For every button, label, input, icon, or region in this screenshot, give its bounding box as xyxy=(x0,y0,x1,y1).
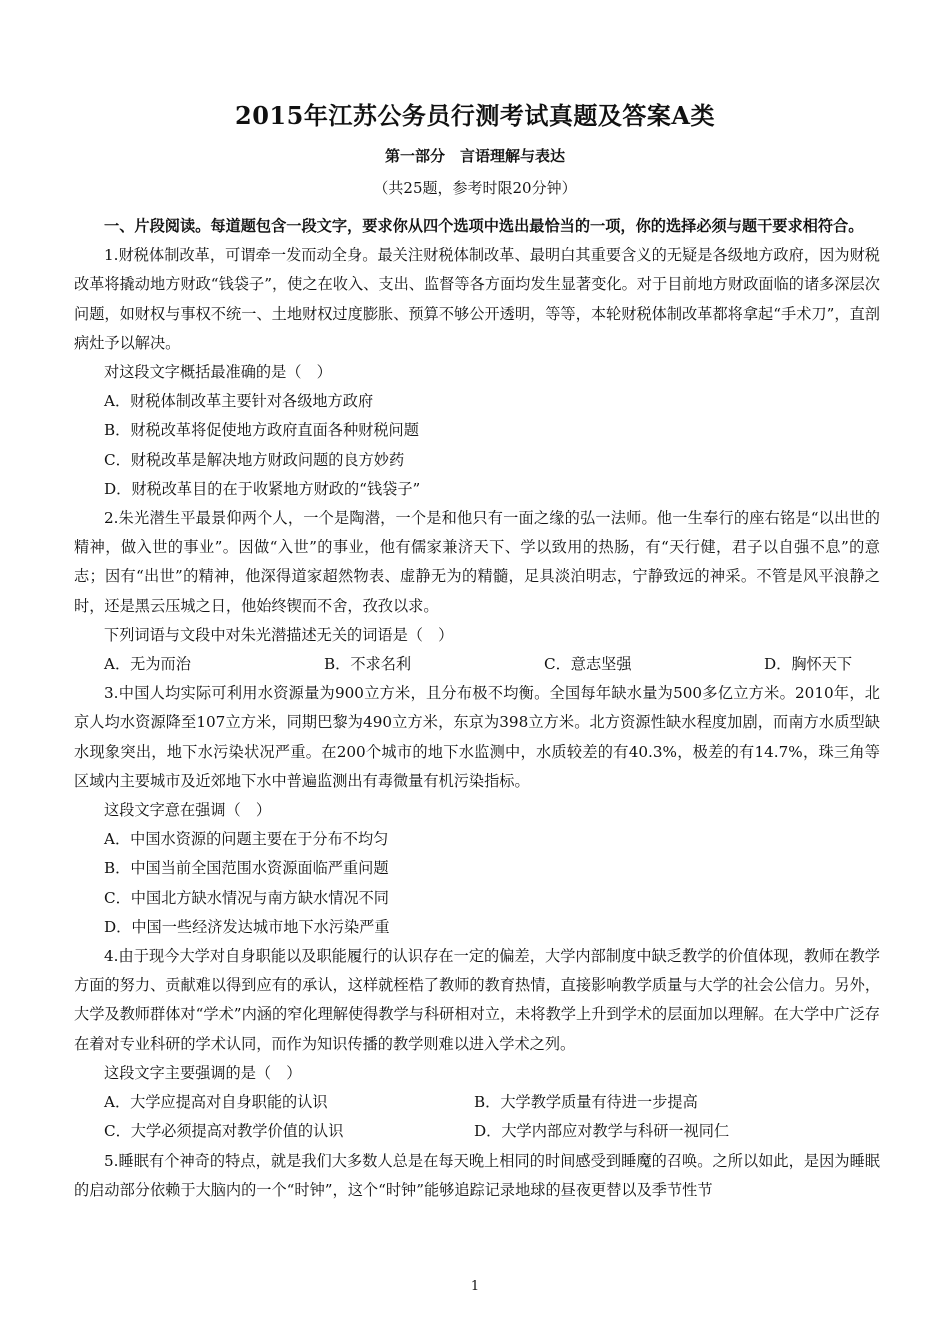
question-3-option-c: C．中国北方缺水情况与南方缺水情况不同 xyxy=(104,888,389,907)
question-2-options xyxy=(74,650,880,679)
question-3-option-b: B．中国当前全国范围水资源面临严重问题 xyxy=(104,859,389,878)
question-3-passage: 3.中国人均实际可利用水资源量为900立方米，且分布极不均衡。全国每年缺水量为500多亿立方米。2010年，北京人均水资源降至107立方米，同期巴黎为490立方米，东京为398立方米。北方资源性缺水程度加剧，而南方水质型缺水现象突出，地下水污染状况严重。在200个城市的地下水监测中，水质较差的有40.3%，极差的有14.7%，珠三角等区域内主要城市及近郊地下水中普遍监测出有毒微量有机污染指标。 xyxy=(74,684,880,790)
question-4-option-c: C．大学必须提高对教学价值的认识 xyxy=(104,1122,344,1141)
time-note: （共25题，参考时限20分钟） xyxy=(373,179,577,197)
question-1-option-b: B．财税改革将促使地方政府直面各种财税问题 xyxy=(104,421,419,440)
question-2-option-b: B．不求名利 xyxy=(324,655,412,674)
question-2-passage: 2.朱光潜生平最景仰两个人，一个是陶潜，一个是和他只有一面之缘的弘一法师。他一生奉行的座右铭是“以出世的精神，做入世的事业”。因做“入世”的事业，他有儒家兼济天下、学以致用的热肠，有“天行健，君子以自强不息”的意志；因有“出世”的精神，他深得道家超然物表、虚静无为的精髓，足具淡泊明志，宁静致远的神采。不管是风平浪静之时，还是黑云压城之日，他始终锲而不舍，孜孜以求。 xyxy=(74,509,880,615)
question-3-stem: 这段文字意在强调（ ） xyxy=(104,801,272,820)
question-4-options-row-2 xyxy=(74,1117,880,1146)
question-1-option-a: A．财税体制改革主要针对各级地方政府 xyxy=(104,392,374,411)
document-title: 2015年江苏公务员行测考试真题及答案A类 xyxy=(235,101,715,130)
question-2-option-d: D．胸怀天下 xyxy=(764,655,853,674)
question-3-option-d: D．中国一些经济发达城市地下水污染严重 xyxy=(104,917,390,936)
question-5-passage: 5.睡眠有个神奇的特点，就是我们大多数人总是在每天晚上相同的时间感受到睡魔的召唤。之所以如此，是因为睡眠的启动部分依赖于大脑内的一个“时钟”，这个“时钟”能够追踪记录地球的昼夜更替以及季节性节 xyxy=(74,1151,880,1199)
question-2-option-a: A．无为而治 xyxy=(104,655,191,674)
question-1-stem: 对这段文字概括最准确的是（ ） xyxy=(104,363,332,382)
section-instruction: 一、片段阅读。每道题包含一段文字，要求你从四个选项中选出最恰当的一项，你的选择必须与题干要求相符合。 xyxy=(104,217,864,235)
page-number: 1 xyxy=(470,1279,480,1294)
question-4-options-row-1 xyxy=(74,1088,880,1117)
question-1-passage: 1.财税体制改革，可谓牵一发而动全身。最关注财税体制改革、最明白其重要含义的无疑是各级地方政府，因为财税改革将撬动地方财政“钱袋子”，使之在收入、支出、监督等各方面均发生显著变化。对于目前地方财政面临的诸多深层次问题，如财权与事权不统一、土地财权过度膨胀、预算不够公开透明，等等，本轮财税体制改革都将拿起“手术刀”，直剖病灶予以解决。 xyxy=(74,246,880,352)
question-4-option-b: B．大学教学质量有待进一步提高 xyxy=(474,1093,698,1112)
question-1-option-c: C．财税改革是解决地方财政问题的良方妙药 xyxy=(104,450,405,469)
question-4-passage: 4.由于现今大学对自身职能以及职能履行的认识存在一定的偏差，大学内部制度中缺乏教学的价值体现，教师在教学方面的努力、贡献难以得到应有的承认，这样就桎梏了教师的教育热情，直接影响教学质量与大学的社会公信力。另外，大学及教师群体对“学术”内涵的窄化理解使得教学与科研相对立，未将教学上升到学术的层面加以理解。在大学中广泛存在着对专业科研的学术认同，而作为知识传播的教学则难以进入学术之列。 xyxy=(74,947,880,1053)
document-body xyxy=(74,212,880,1205)
part-heading: 第一部分 言语理解与表达 xyxy=(384,147,565,165)
question-4-stem: 这段文字主要强调的是（ ） xyxy=(104,1063,302,1082)
question-3-option-a: A．中国水资源的问题主要在于分布不均匀 xyxy=(104,830,389,849)
question-4-option-d: D．大学内部应对教学与科研一视同仁 xyxy=(474,1122,730,1141)
question-4-option-a: A．大学应提高对自身职能的认识 xyxy=(104,1093,328,1112)
question-1-option-d: D．财税改革目的在于收紧地方财政的“钱袋子” xyxy=(104,479,421,498)
question-2-option-c: C．意志坚强 xyxy=(544,655,632,674)
question-2-stem: 下列词语与文段中对朱光潜描述无关的词语是（ ） xyxy=(104,625,454,644)
